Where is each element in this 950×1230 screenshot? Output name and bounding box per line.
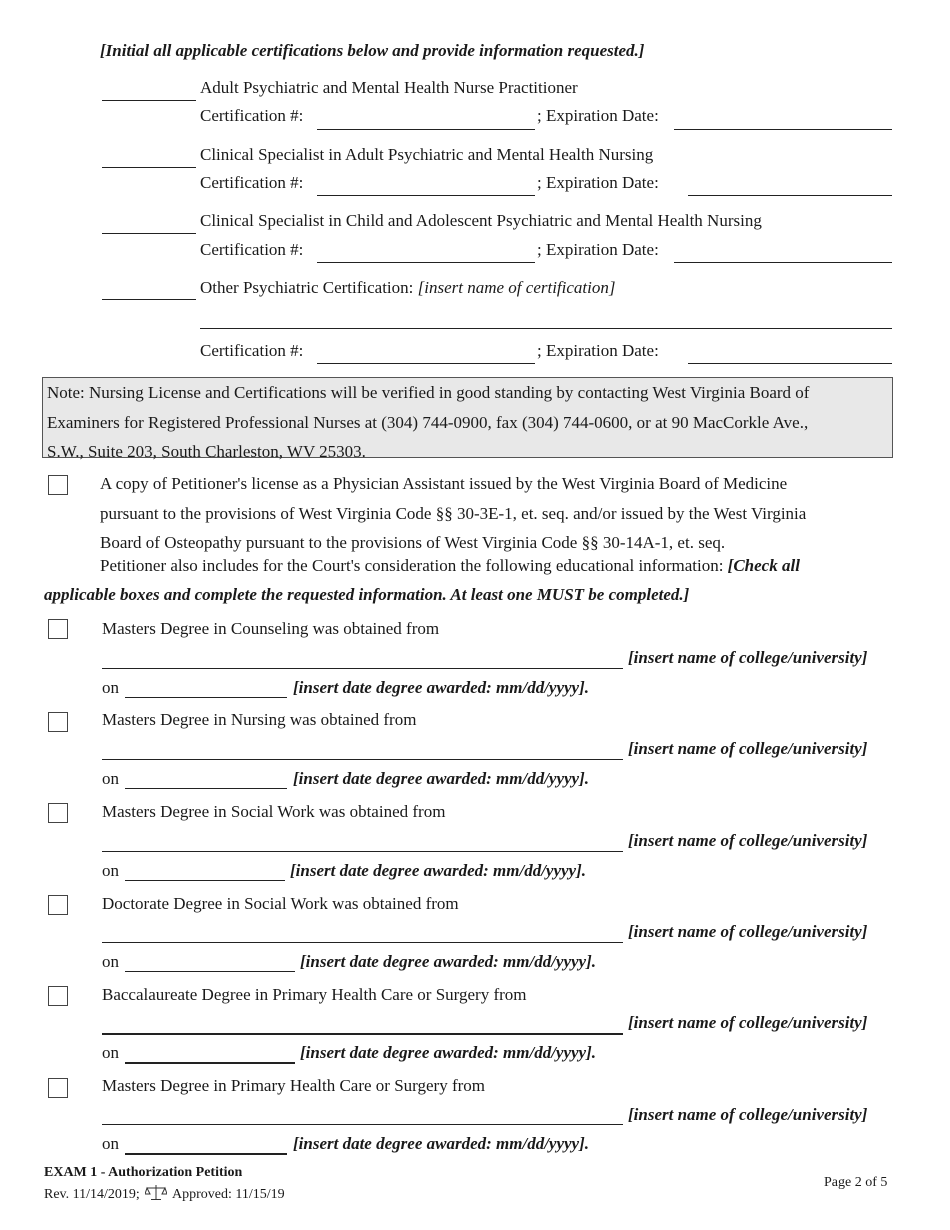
initials-field[interactable] <box>102 100 196 101</box>
cert-name: Adult Psychiatric and Mental Health Nurse Practitioner <box>200 78 578 97</box>
revision-date: Rev. 11/14/2019; <box>44 1187 140 1202</box>
degree-checkbox[interactable] <box>48 712 68 732</box>
on-label: on <box>102 952 119 971</box>
degree-title: Doctorate Degree in Social Work was obtained from <box>102 894 459 913</box>
revision-line <box>44 1184 285 1206</box>
pa-license-text: A copy of Petitioner's license as a Physician Assistant issued by the West Virginia Board of Medicine <box>100 474 788 493</box>
school-placeholder: [insert name of college/university] <box>628 1105 868 1124</box>
page-number: Page 2 of 5 <box>824 1175 888 1190</box>
form-title: EXAM 1 - Authorization Petition <box>44 1165 243 1180</box>
expiration-label: ; Expiration Date: <box>537 106 659 125</box>
expiration-date-field[interactable] <box>688 363 892 364</box>
expiration-label: ; Expiration Date: <box>537 240 659 259</box>
on-label: on <box>102 769 119 788</box>
other-cert-placeholder: [insert name of certification] <box>417 278 616 297</box>
expiration-date-field[interactable] <box>674 129 892 130</box>
pa-license-text: Board of Osteopathy pursuant to the provisions of West Virginia Code §§ 30-14A-1, et. seq. <box>100 533 726 552</box>
degree-checkbox[interactable] <box>48 803 68 823</box>
date-placeholder: [insert date degree awarded: mm/dd/yyyy]. <box>300 1043 597 1062</box>
degree-title: Baccalaureate Degree in Primary Health Care or Surgery from <box>102 985 527 1004</box>
cert-number-field[interactable] <box>317 262 535 263</box>
cert-number-label: Certification #: <box>200 106 304 125</box>
date-awarded-field[interactable] <box>125 1062 295 1064</box>
date-placeholder: [insert date degree awarded: mm/dd/yyyy]. <box>293 678 590 697</box>
degree-title: Masters Degree in Counseling was obtained from <box>102 619 440 638</box>
date-awarded-field[interactable] <box>125 788 287 789</box>
degree-checkbox[interactable] <box>48 895 68 915</box>
other-cert-name-field[interactable] <box>200 328 892 329</box>
date-awarded-field[interactable] <box>125 880 285 881</box>
date-placeholder: [insert date degree awarded: mm/dd/yyyy]. <box>293 769 590 788</box>
verification-note <box>42 377 893 461</box>
school-name-field[interactable] <box>102 1124 623 1125</box>
date-placeholder: [insert date degree awarded: mm/dd/yyyy]. <box>290 861 587 880</box>
expiration-label: ; Expiration Date: <box>537 341 659 360</box>
other-cert-label-text: Other Psychiatric Certification: <box>200 278 418 297</box>
school-name-field[interactable] <box>102 942 623 943</box>
cert-number-field[interactable] <box>317 195 535 196</box>
cert-name: Clinical Specialist in Child and Adolescent Psychiatric and Mental Health Nursing <box>200 211 762 230</box>
expiration-date-field[interactable] <box>688 195 892 196</box>
other-cert-label <box>200 278 615 298</box>
date-awarded-field[interactable] <box>125 697 287 698</box>
date-placeholder: [insert date degree awarded: mm/dd/yyyy]. <box>300 952 597 971</box>
education-intro <box>100 556 800 576</box>
degree-title: Masters Degree in Social Work was obtained from <box>102 802 446 821</box>
degree-checkbox[interactable] <box>48 619 68 639</box>
cert-number-field[interactable] <box>317 129 535 130</box>
education-intro-text: Petitioner also includes for the Court's consideration the following educational information: <box>100 556 728 575</box>
pa-license-checkbox[interactable] <box>48 475 68 495</box>
school-name-field[interactable] <box>102 759 623 760</box>
cert-number-label: Certification #: <box>200 240 304 259</box>
on-label: on <box>102 678 119 697</box>
note-line: Examiners for Registered Professional Nurses at (304) 744-0900, fax (304) 744-0600, or at 90 MacCorkle Ave., <box>47 412 809 432</box>
cert-number-field[interactable] <box>317 363 535 364</box>
school-placeholder: [insert name of college/university] <box>628 739 868 758</box>
on-label: on <box>102 1043 119 1062</box>
cert-number-label: Certification #: <box>200 173 304 192</box>
scales-of-justice-icon <box>145 1184 167 1206</box>
header-instruction: [Initial all applicable certifications below and provide information requested.] <box>100 41 645 60</box>
initials-field[interactable] <box>102 167 196 168</box>
note-line: S.W., Suite 203, South Charleston, WV 25303. <box>47 442 366 461</box>
date-placeholder: [insert date degree awarded: mm/dd/yyyy]. <box>293 1134 590 1153</box>
education-instruction: [Check all <box>727 556 800 575</box>
initials-field[interactable] <box>102 299 196 300</box>
date-awarded-field[interactable] <box>125 971 295 972</box>
on-label: on <box>102 861 119 880</box>
pa-license-text: pursuant to the provisions of West Virginia Code §§ 30-3E-1, et. seq. and/or issued by the West Virginia <box>100 504 807 523</box>
school-placeholder: [insert name of college/university] <box>628 922 868 941</box>
school-name-field[interactable] <box>102 1033 623 1035</box>
cert-name: Clinical Specialist in Adult Psychiatric and Mental Health Nursing <box>200 145 654 164</box>
school-placeholder: [insert name of college/university] <box>628 831 868 850</box>
school-name-field[interactable] <box>102 668 623 669</box>
degree-checkbox[interactable] <box>48 986 68 1006</box>
school-placeholder: [insert name of college/university] <box>628 648 868 667</box>
school-placeholder: [insert name of college/university] <box>628 1013 868 1032</box>
expiration-date-field[interactable] <box>674 262 892 263</box>
degree-title: Masters Degree in Nursing was obtained from <box>102 710 417 729</box>
degree-title: Masters Degree in Primary Health Care or Surgery from <box>102 1076 486 1095</box>
cert-number-label: Certification #: <box>200 341 304 360</box>
expiration-label: ; Expiration Date: <box>537 173 659 192</box>
school-name-field[interactable] <box>102 851 623 852</box>
note-line: Note: Nursing License and Certifications will be verified in good standing by contacting West Virginia Board of <box>47 383 810 402</box>
approved-date: Approved: 11/15/19 <box>172 1187 285 1202</box>
date-awarded-field[interactable] <box>125 1153 287 1155</box>
degree-checkbox[interactable] <box>48 1078 68 1098</box>
education-instruction: applicable boxes and complete the requested information. At least one MUST be completed.] <box>44 585 690 604</box>
initials-field[interactable] <box>102 233 196 234</box>
on-label: on <box>102 1134 119 1153</box>
